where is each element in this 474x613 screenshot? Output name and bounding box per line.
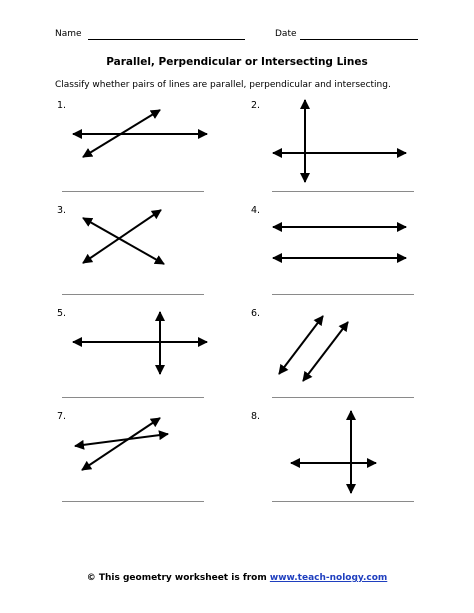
footer-credit bbox=[0, 573, 474, 583]
problem-number-5: 5. bbox=[57, 308, 67, 319]
figure-3-intersecting-lines bbox=[83, 210, 164, 264]
figure-4-parallel-lines bbox=[273, 227, 406, 258]
footer-link[interactable]: www.teach-nology.com bbox=[269, 573, 388, 583]
figure-2-perpendicular-lines bbox=[273, 100, 406, 182]
figure-8-perpendicular-lines bbox=[291, 411, 376, 493]
problem-number-8: 8. bbox=[251, 411, 261, 422]
problem-number-7: 7. bbox=[57, 411, 67, 422]
problem-number-2: 2. bbox=[251, 100, 261, 111]
figure-1-intersecting-lines bbox=[73, 110, 207, 157]
date-label: Date bbox=[275, 29, 297, 39]
problem-number-1: 1. bbox=[57, 100, 67, 111]
worksheet-title: Parallel, Perpendicular or Intersecting Lines bbox=[106, 56, 368, 68]
problem-number-4: 4. bbox=[251, 205, 261, 216]
name-label: Name bbox=[55, 29, 82, 39]
figure-7-intersecting-lines bbox=[75, 418, 168, 470]
figure-6-parallel-lines bbox=[279, 316, 348, 381]
footer-text: © This geometry worksheet is from bbox=[86, 573, 267, 583]
problem-number-6: 6. bbox=[251, 308, 261, 319]
instructions: Classify whether pairs of lines are parallel, perpendicular and intersecting. bbox=[55, 80, 391, 90]
figure-5-perpendicular-lines bbox=[73, 312, 207, 374]
problem-number-3: 3. bbox=[57, 205, 67, 216]
